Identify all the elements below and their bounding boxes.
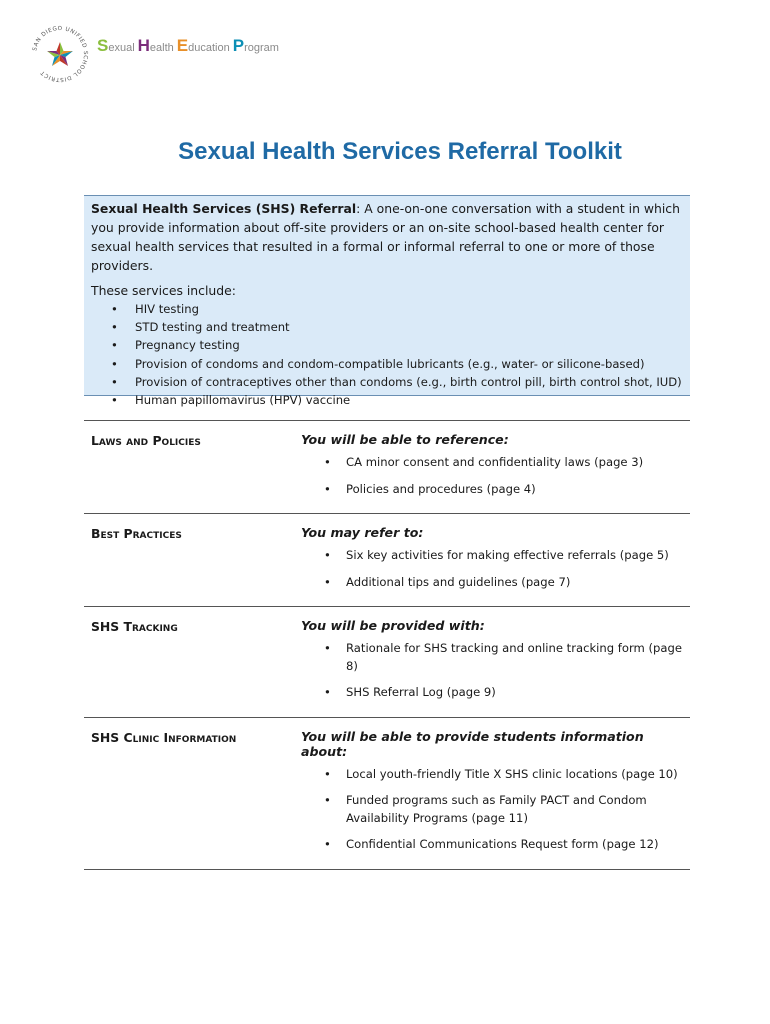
program-word-rogram: rogram xyxy=(244,42,279,54)
bullet-icon: • xyxy=(111,338,118,353)
section-intro: You will be able to reference: xyxy=(301,432,509,447)
program-letter-p: P xyxy=(232,36,245,55)
program-letter-h: H xyxy=(137,36,150,55)
bullet-icon: • xyxy=(111,320,118,335)
service-item xyxy=(91,373,690,391)
definition-text: : A one-on-one conversation with a student in which you provide information about off-site providers or an on-site school-based health center for sexual health services that resulted in a formal or informal referral to one or more of those providers. xyxy=(91,201,680,273)
section-heading: Best Practices xyxy=(91,526,182,541)
section-item-text: Rationale for SHS tracking and online tracking form (page 8) xyxy=(346,641,682,673)
bullet-icon: • xyxy=(111,356,118,371)
section-item-text: Policies and procedures (page 4) xyxy=(346,481,536,496)
section-row xyxy=(84,717,690,869)
section-item-text: Additional tips and guidelines (page 7) xyxy=(346,574,571,589)
bullet-icon: • xyxy=(324,641,331,655)
program-letter-e: E xyxy=(176,36,189,55)
section-item-text: Six key activities for making effective referrals (page 5) xyxy=(346,548,669,562)
definition-term: Sexual Health Services (SHS) Referral xyxy=(91,201,357,216)
section-list-item xyxy=(301,836,690,854)
bullet-icon: • xyxy=(324,766,331,781)
service-text: Provision of contraceptives other than condoms (e.g., birth control pill, birth control shot, IUD) xyxy=(135,374,682,389)
service-text: Pregnancy testing xyxy=(135,338,240,353)
service-text: Human papillomavirus (HPV) vaccine xyxy=(135,393,351,408)
bullet-icon: • xyxy=(324,574,331,589)
section-list-item xyxy=(301,766,690,784)
service-item xyxy=(91,300,690,318)
section-body xyxy=(294,421,690,514)
district-name-ring: SAN DIEGO UNIFIED SCHOOL DISTRICT xyxy=(32,25,89,83)
district-logo xyxy=(30,24,90,84)
section-intro: You will be able to provide students information about: xyxy=(301,728,644,759)
section-item-text: Local youth-friendly Title X SHS clinic locations (page 10) xyxy=(346,766,678,781)
section-list-item xyxy=(301,454,690,472)
bullet-icon: • xyxy=(111,393,118,408)
section-item-text: SHS Referral Log (page 9) xyxy=(346,685,496,699)
section-intro: You may refer to: xyxy=(301,525,424,540)
toolkit-sections-table xyxy=(84,420,690,870)
section-item-text: Confidential Communications Request form (page 12) xyxy=(346,837,659,851)
bullet-icon: • xyxy=(324,685,331,699)
service-item xyxy=(91,355,690,373)
section-list xyxy=(301,547,690,591)
section-heading: SHS Clinic Information xyxy=(91,729,237,745)
service-text: STD testing and treatment xyxy=(135,320,290,335)
bullet-icon: • xyxy=(324,548,331,562)
section-list-item xyxy=(301,640,690,675)
section-heading: Laws and Policies xyxy=(91,433,201,448)
section-list xyxy=(301,766,690,854)
service-item xyxy=(91,391,690,409)
definition-paragraph xyxy=(91,199,690,275)
section-list xyxy=(301,454,690,498)
section-list-item xyxy=(301,684,690,702)
program-name xyxy=(97,36,282,56)
service-text: Provision of condoms and condom-compatible lubricants (e.g., water- or silicone-based) xyxy=(135,356,645,371)
service-item xyxy=(91,336,690,354)
service-item xyxy=(91,318,690,336)
section-body xyxy=(294,514,690,607)
section-item-text: CA minor consent and confidentiality laws (page 3) xyxy=(346,455,644,469)
services-list xyxy=(91,300,690,409)
program-word-exual: exual xyxy=(108,42,135,54)
services-intro: These services include: xyxy=(91,283,236,298)
page-title: Sexual Health Services Referral Toolkit xyxy=(178,138,622,165)
section-intro: You will be provided with: xyxy=(301,618,485,633)
bullet-icon: • xyxy=(324,793,331,807)
section-list-item xyxy=(301,547,690,565)
section-list xyxy=(301,640,690,702)
bullet-icon: • xyxy=(324,455,331,469)
section-list-item xyxy=(301,574,690,592)
definition-box xyxy=(84,195,690,408)
bullet-icon: • xyxy=(324,837,331,851)
program-letter-s: S xyxy=(97,36,109,55)
service-text: HIV testing xyxy=(135,302,199,316)
district-seal-icon xyxy=(30,24,90,84)
section-body xyxy=(294,717,690,869)
bullet-icon: • xyxy=(111,302,118,316)
section-row xyxy=(84,607,690,718)
section-list-item xyxy=(301,792,690,827)
section-heading: SHS Tracking xyxy=(91,619,178,634)
section-body xyxy=(294,607,690,718)
section-row xyxy=(84,514,690,607)
section-item-text: Funded programs such as Family PACT and Condom Availability Programs (page 11) xyxy=(346,793,647,825)
program-word-ducation: ducation xyxy=(188,42,230,54)
bullet-icon: • xyxy=(111,374,118,389)
bullet-icon: • xyxy=(324,481,331,496)
program-word-ealth: ealth xyxy=(149,42,174,54)
section-row xyxy=(84,421,690,514)
section-list-item xyxy=(301,481,690,499)
